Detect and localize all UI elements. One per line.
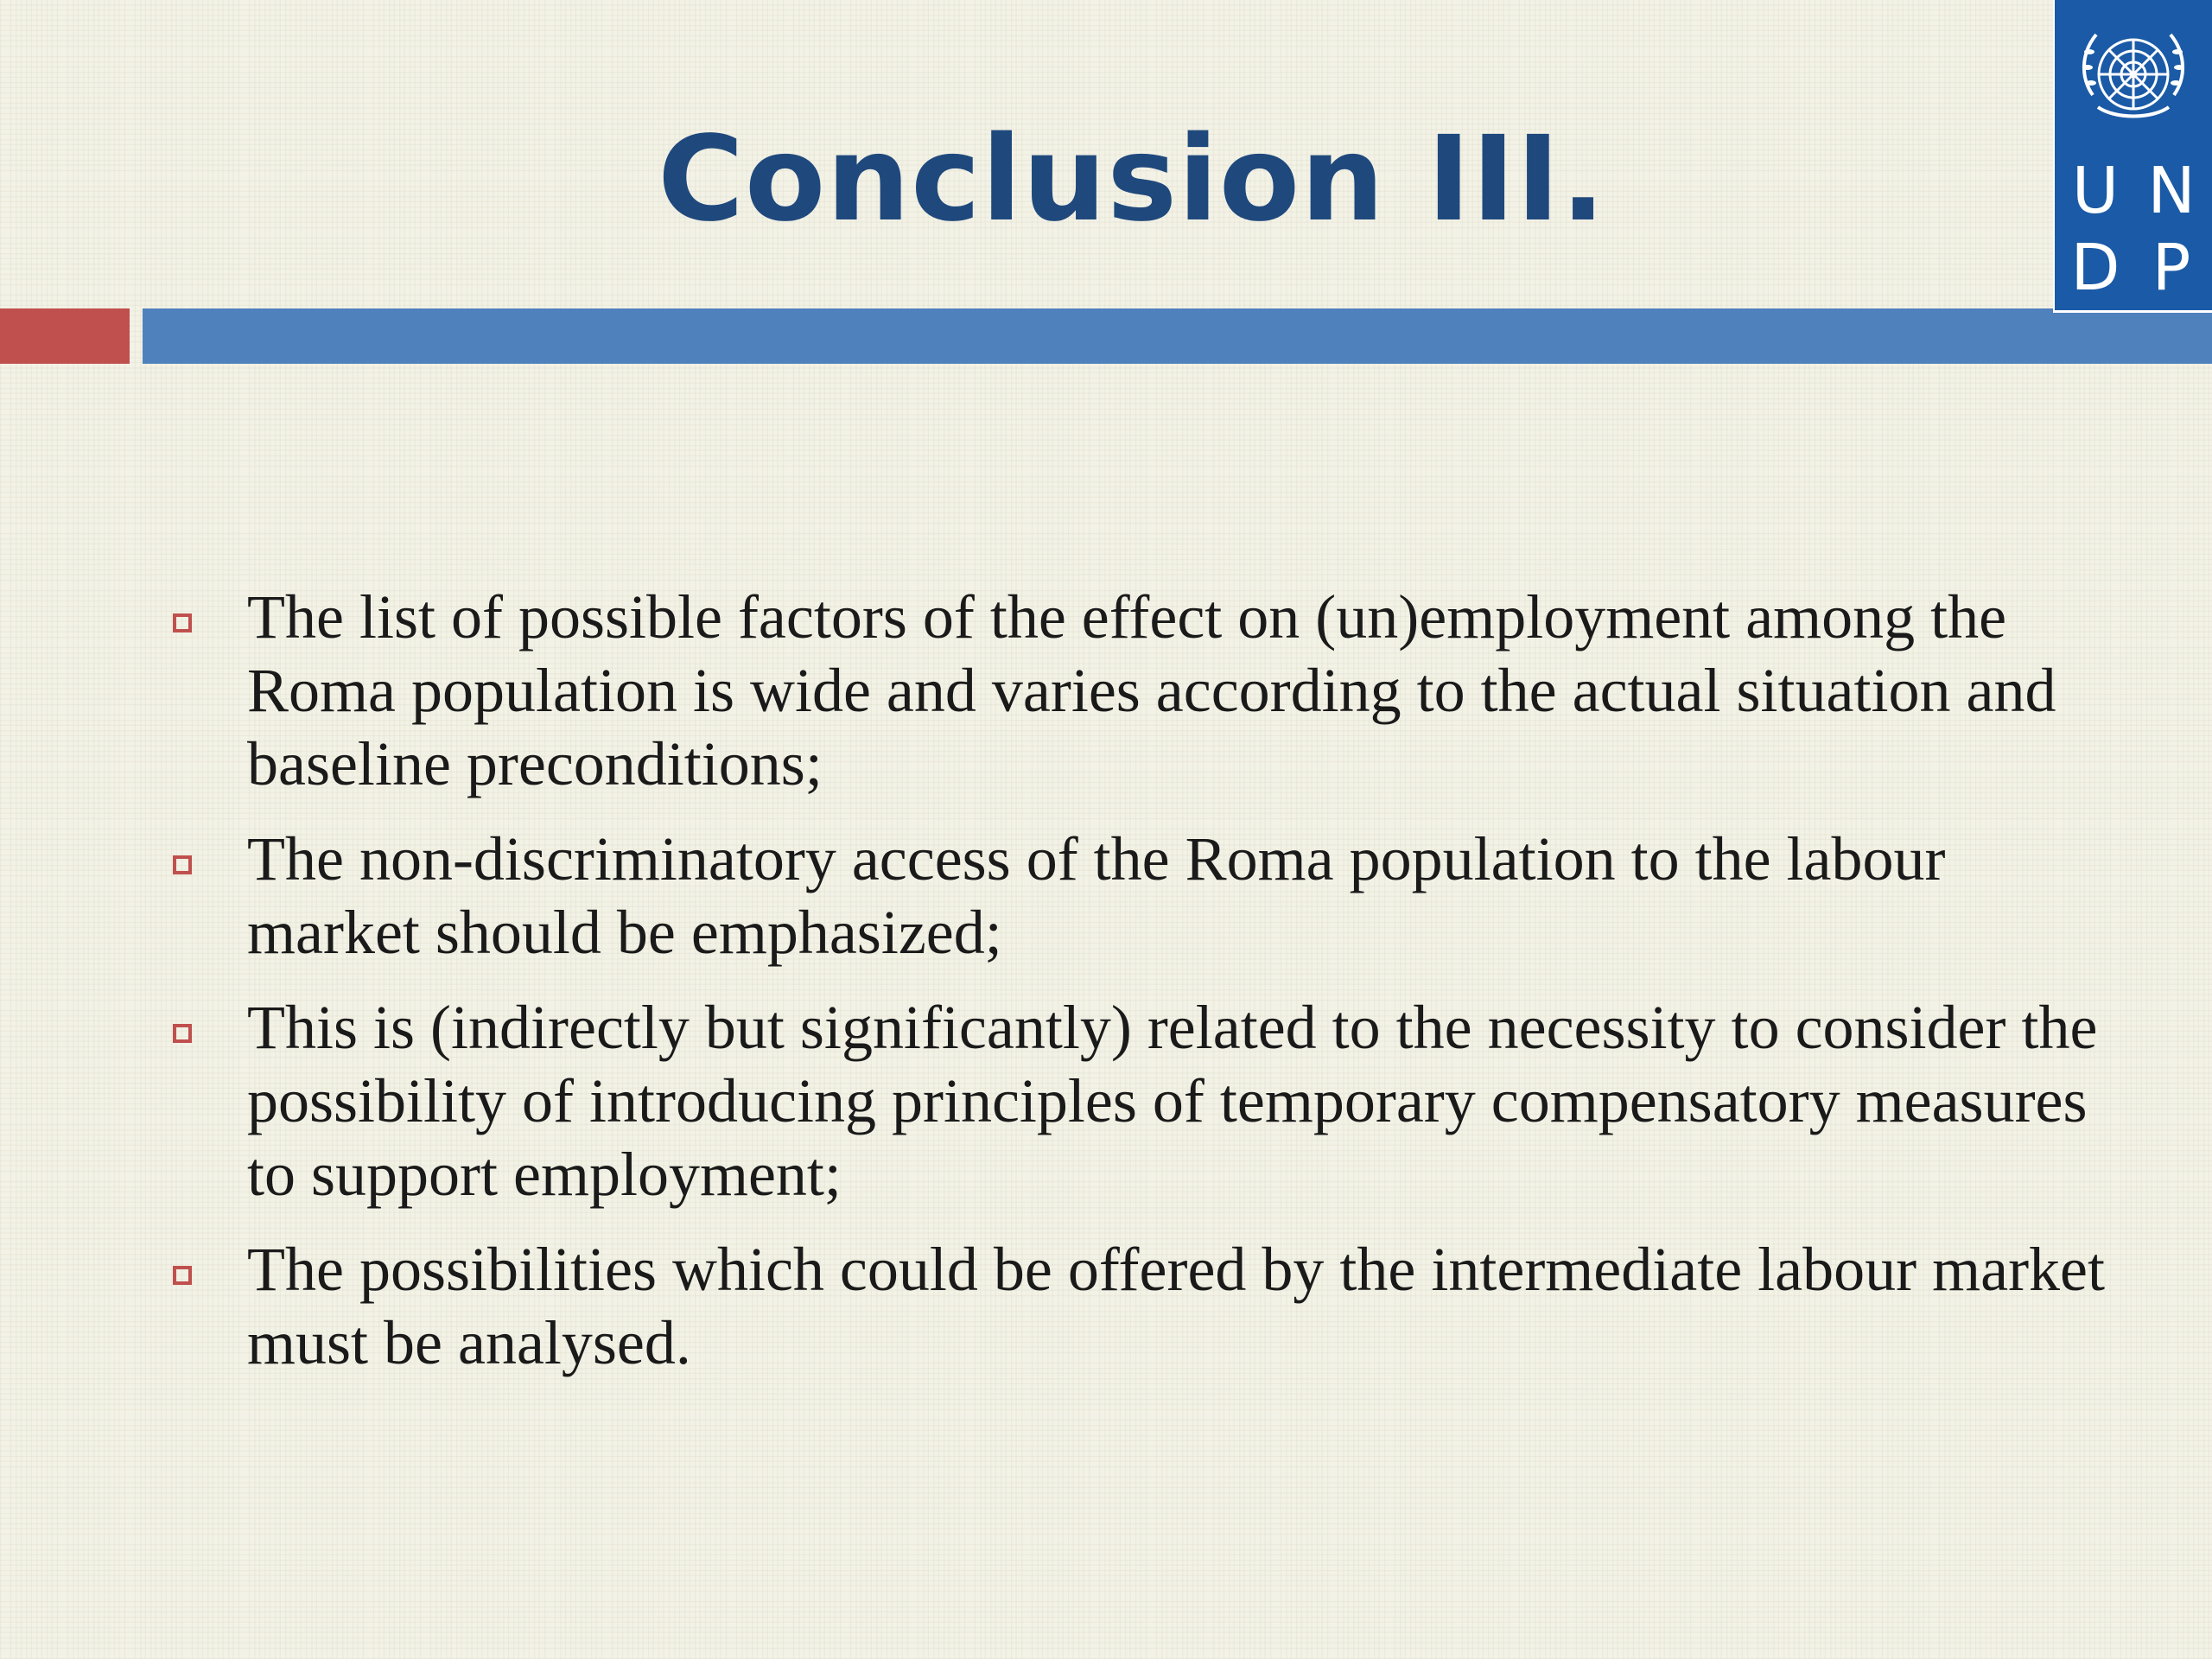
undp-logo: [2053, 0, 2212, 313]
square-bullet-icon: [173, 613, 192, 632]
bullet-item: [173, 581, 2117, 801]
bullet-text: The possibilities which could be offered by the intermediate labour market must be analysed.: [247, 1235, 2106, 1377]
bullet-list: [173, 581, 2117, 1402]
bullet-text: The list of possible factors of the effect on (un)employment among the Roma population is wide and varies according to the actual situation and baseline preconditions;: [247, 582, 2056, 798]
title-accent-bar-red: [0, 308, 130, 364]
bullet-item: [173, 823, 2117, 969]
bullet-item: [173, 1233, 2117, 1380]
bullet-text: This is (indirectly but significantly) related to the necessity to consider the possibility of introducing principles of temporary compensatory measures to support employment;: [247, 993, 2098, 1209]
square-bullet-icon: [173, 1266, 192, 1285]
logo-letter-n: N: [2134, 154, 2209, 228]
slide-title: Conclusion III.: [658, 111, 1606, 248]
un-emblem-icon: [2055, 0, 2212, 149]
logo-letter-d: D: [2058, 231, 2133, 305]
logo-letter-p: P: [2134, 231, 2209, 305]
title-accent-bar-blue: [143, 308, 2212, 364]
square-bullet-icon: [173, 1024, 192, 1043]
bullet-item: [173, 991, 2117, 1211]
logo-letter-u: U: [2058, 154, 2133, 228]
square-bullet-icon: [173, 855, 192, 874]
bullet-text: The non-discriminatory access of the Roma population to the labour market should be emphasized;: [247, 824, 1946, 967]
